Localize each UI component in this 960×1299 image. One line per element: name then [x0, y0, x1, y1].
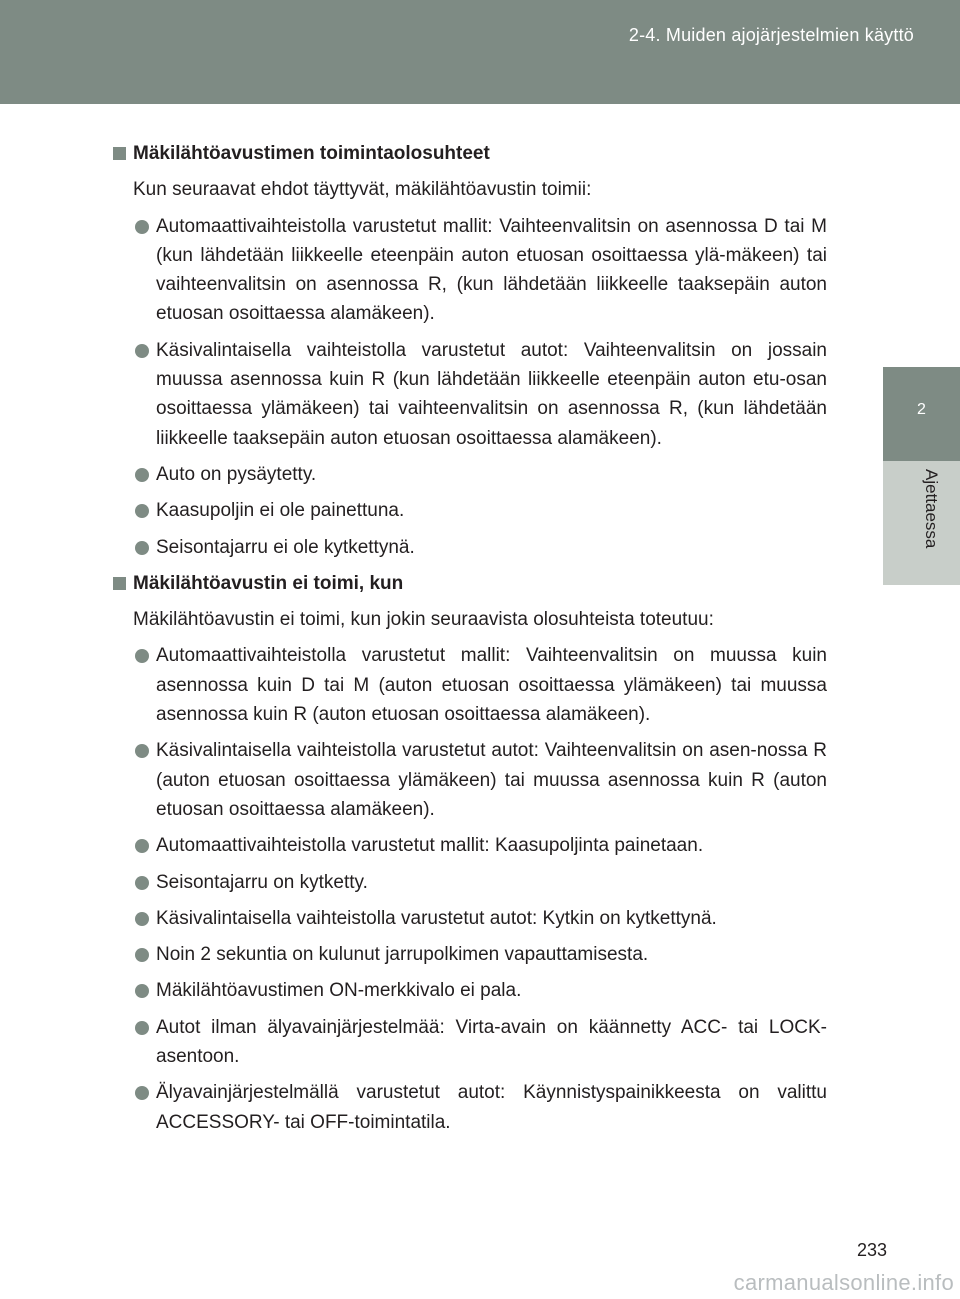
square-bullet-icon: [113, 147, 126, 160]
bullet-dot-icon: [135, 1021, 149, 1035]
list-item: [113, 336, 827, 453]
list-item-text: Käsivalintaisella vaihteistolla varustetut autot: Kytkin on kytkettynä.: [156, 907, 717, 929]
section-heading-text: Mäkilähtöavustimen toimintaolosuhteet: [133, 143, 490, 164]
list-item: [113, 1078, 827, 1137]
bullet-list: [113, 641, 827, 1136]
section-heading: [113, 569, 827, 598]
list-item: [113, 212, 827, 329]
list-item: [113, 976, 827, 1005]
bullet-dot-icon: [135, 1086, 149, 1100]
watermark-text: carmanualsonline.info: [733, 1270, 954, 1295]
page-number: 233: [856, 1240, 887, 1260]
list-item-text: Käsivalintaisella vaihteistolla varustetut autot: Vaihteenvalitsin on asen-nossa R (auton etuosan osoittaessa ylämäkeen) tai muussa asennossa kuin R (auton etuosan osoittaessa alamäkeen).: [156, 740, 827, 820]
list-item: [113, 868, 827, 897]
list-item-text: Mäkilähtöavustimen ON-merkkivalo ei pala.: [156, 980, 522, 1002]
list-item-text: Auto on pysäytetty.: [156, 463, 317, 485]
section-not-operating: [113, 569, 827, 1137]
section-intro: Kun seuraavat ehdot täyttyvät, mäkilähtöavustin toimii:: [133, 179, 592, 201]
list-item-text: Automaattivaihteistolla varustetut mallit: Vaihteenvalitsin on muussa kuin asennossa kuin D tai M (auton etuosan osoittaessa ylämäkeen) tai muussa asennossa kuin R (auton etuosan osoittaessa alamäkeen).: [156, 645, 827, 726]
bullet-dot-icon: [135, 220, 149, 234]
bullet-dot-icon: [135, 876, 149, 890]
bullet-dot-icon: [135, 839, 149, 853]
list-item-text: Älyavainjärjestelmällä varustetut autot: Käynnistyspainikkeesta on valittu ACCESSORY- tai OFF-toimintatila.: [156, 1082, 827, 1133]
list-item: [113, 736, 827, 824]
list-item: [113, 460, 827, 489]
bullet-dot-icon: [135, 649, 149, 663]
bullet-dot-icon: [135, 984, 149, 998]
bullet-dot-icon: [135, 744, 149, 758]
bullet-list: [113, 212, 827, 562]
list-item: [113, 904, 827, 933]
tab-number: 2: [917, 401, 926, 418]
bullet-dot-icon: [135, 468, 149, 482]
list-item-text: Käsivalintaisella vaihteistolla varustetut autot: Vaihteenvalitsin on jossain muussa asennossa kuin R (kun lähdetään liikkeelle eteenpäin auton etu-osan osoittaessa ylämäkeen) tai vaihteenvalitsin on asennossa R, (kun lähdetään liikkeelle taaksepäin auton etuosan osoittaessa alamäkeen).: [156, 339, 827, 449]
header-band: [0, 0, 960, 104]
list-item: [113, 940, 827, 969]
list-item-text: Automaattivaihteistolla varustetut mallit: Kaasupoljinta painetaan.: [156, 835, 704, 857]
list-item: [113, 496, 827, 525]
section-heading: [113, 139, 827, 168]
list-item-text: Automaattivaihteistolla varustetut mallit: Vaihteenvalitsin on asennossa D tai M (kun lähdetään liikkeelle eteenpäin auton etuosan osoittaessa ylä-mäkeen) tai vaihteenvalitsin on asennossa R, (kun lähdetään liikkeelle taaksepäin auton etuosan osoittaessa alamäkeen).: [156, 215, 827, 325]
chapter-side-tab: [883, 367, 960, 585]
square-bullet-icon: [113, 577, 126, 590]
list-item-text: Noin 2 sekuntia on kulunut jarrupolkimen vapauttamisesta.: [156, 944, 649, 966]
list-item-text: Seisontajarru on kytketty.: [156, 871, 368, 893]
bullet-dot-icon: [135, 344, 149, 358]
list-item: [113, 533, 827, 562]
section-intro: Mäkilähtöavustin ei toimi, kun jokin seuraavista olosuhteista toteutuu:: [133, 609, 714, 631]
bullet-dot-icon: [135, 541, 149, 555]
tab-label: Ajettaessa: [922, 469, 941, 549]
bullet-dot-icon: [135, 948, 149, 962]
list-item-text: Seisontajarru ei ole kytkettynä.: [156, 536, 415, 558]
list-item: [113, 641, 827, 729]
list-item: [113, 831, 827, 860]
section-operating-conditions: [113, 139, 827, 562]
chapter-title: 2-4. Muiden ajojärjestelmien käyttö: [628, 25, 914, 45]
section-heading-text: Mäkilähtöavustin ei toimi, kun: [133, 572, 404, 594]
list-item: [113, 1013, 827, 1072]
page-content: [113, 139, 827, 1144]
list-item-text: Autot ilman älyavainjärjestelmää: Virta-avain on käännetty ACC- tai LOCK-asentoon.: [156, 1016, 827, 1068]
list-item-text: Kaasupoljin ei ole painettuna.: [156, 500, 405, 522]
bullet-dot-icon: [135, 504, 149, 518]
bullet-dot-icon: [135, 912, 149, 926]
